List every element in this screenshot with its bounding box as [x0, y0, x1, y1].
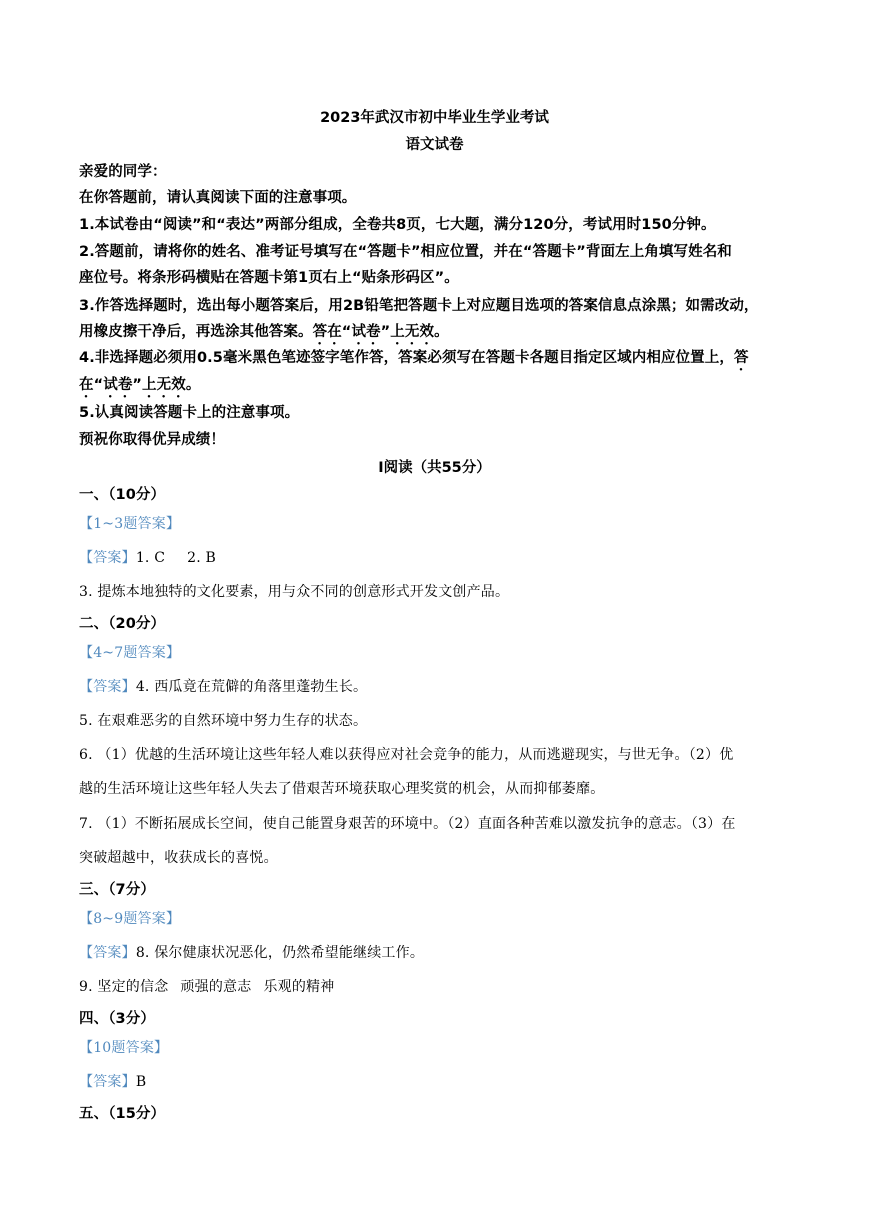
answer-tag: 【答案】	[79, 945, 136, 961]
notice-item-3-line-2	[79, 320, 449, 348]
answer-2: 2. B	[187, 550, 217, 566]
section-5-heading: 五、（15分）	[79, 1106, 166, 1122]
answer-9-part-2: 顽强的意志	[180, 979, 252, 995]
answer-10-text: B	[135, 1074, 147, 1090]
notice-item-2-line-1: 2.答题前，请将你的姓名、准考证号填写在“答题卡”相应位置，并在“答题卡”背面左上角填写姓名和	[79, 244, 732, 260]
notice-intro: 在你答题前，请认真阅读下面的注意事项。	[79, 190, 357, 206]
section-1-heading: 一、（10分）	[79, 487, 166, 503]
exam-title: 2023年武汉市初中毕业生学业考试	[320, 110, 549, 126]
section-4-heading: 四、（3分）	[79, 1011, 155, 1027]
notice-item-4-line-2	[79, 373, 200, 401]
notice-item-3-period: 。	[434, 324, 449, 340]
answer-5: 5. 在艰难恶劣的自然环境中努力生存的状态。	[79, 713, 368, 729]
notice-item-4-line-1	[79, 346, 749, 374]
emphasis-invalid-on-paper: 在“试卷”上无效	[79, 377, 186, 393]
notice-item-4-period: 。	[185, 377, 201, 393]
notice-wish: 预祝你取得优异成绩！	[79, 432, 225, 448]
answer-4	[79, 676, 367, 696]
answer-1-2	[79, 547, 216, 567]
notice-item-5: 5.认真阅读答题卡上的注意事项。	[79, 405, 300, 421]
notice-item-3-line-1: 3.作答选择题时，选出每小题答案后，用2B铅笔把答题卡上对应题目选项的答案信息点涂黑；如需改动，	[79, 298, 759, 314]
exam-subtitle: 语文试卷	[405, 137, 464, 153]
answer-6-line-1: 6. （1）优越的生活环境让这些年轻人难以获得应对社会竞争的能力，从而逃避现实，与世无争。（2）优	[79, 747, 734, 763]
notice-item-2-line-2: 座位号。将条形码横贴在答题卡第1页右上“贴条形码区”。	[79, 270, 459, 286]
section-3-tag: 【8~9题答案】	[79, 911, 181, 927]
notice-greeting: 亲爱的同学：	[79, 164, 167, 180]
notice-item-4-text: 4.非选择题必须用0.5毫米黑色笔迹签字笔作答，答案必须写在答题卡各题目指定区域内相应位置上，	[79, 350, 734, 366]
emphasis-answer-char: 答	[733, 350, 749, 366]
answer-3: 3. 提炼本地独特的文化要素，用与众不同的创意形式开发文创产品。	[79, 584, 510, 600]
section-2-heading: 二、（20分）	[79, 616, 166, 632]
answer-1: 1. C	[135, 550, 166, 566]
notice-item-1: 1.本试卷由“阅读”和“表达”两部分组成，全卷共8页，七大题，满分120分，考试用时150分钟。	[79, 217, 716, 233]
emphasis-invalid-on-paper: 答在“试卷”上无效	[312, 324, 435, 340]
answer-9-part-1: 9. 坚定的信念	[79, 979, 169, 995]
answer-9	[79, 976, 334, 996]
notice-item-3-text: 用橡皮擦干净后，再选涂其他答案。	[79, 324, 313, 340]
answer-6-line-2: 越的生活环境让这些年轻人失去了借艰苦环境获取心理奖赏的机会，从而抑郁萎靡。	[79, 781, 605, 797]
section-1-tag: 【1~3题答案】	[79, 516, 181, 532]
answer-7-line-1: 7. （1）不断拓展成长空间，使自己能置身艰苦的环境中。（2）直面各种苦难以激发抗争的意志。（3）在	[79, 816, 736, 832]
section-2-tag: 【4~7题答案】	[79, 645, 181, 661]
section-3-heading: 三、（7分）	[79, 882, 155, 898]
answer-8-text: 8. 保尔健康状况恶化，仍然希望能继续工作。	[135, 945, 425, 961]
answer-tag: 【答案】	[79, 1074, 136, 1090]
answer-8	[79, 942, 424, 962]
section-4-tag: 【10题答案】	[79, 1040, 169, 1056]
part-1-title: I阅读（共55分）	[378, 460, 491, 476]
answer-tag: 【答案】	[79, 679, 136, 695]
answer-9-part-3: 乐观的精神	[263, 979, 335, 995]
answer-4-text: 4. 西瓜竟在荒僻的角落里蓬勃生长。	[135, 679, 368, 695]
answer-7-line-2: 突破超越中，收获成长的喜悦。	[79, 850, 278, 866]
answer-tag: 【答案】	[79, 550, 136, 566]
answer-10	[79, 1071, 146, 1091]
